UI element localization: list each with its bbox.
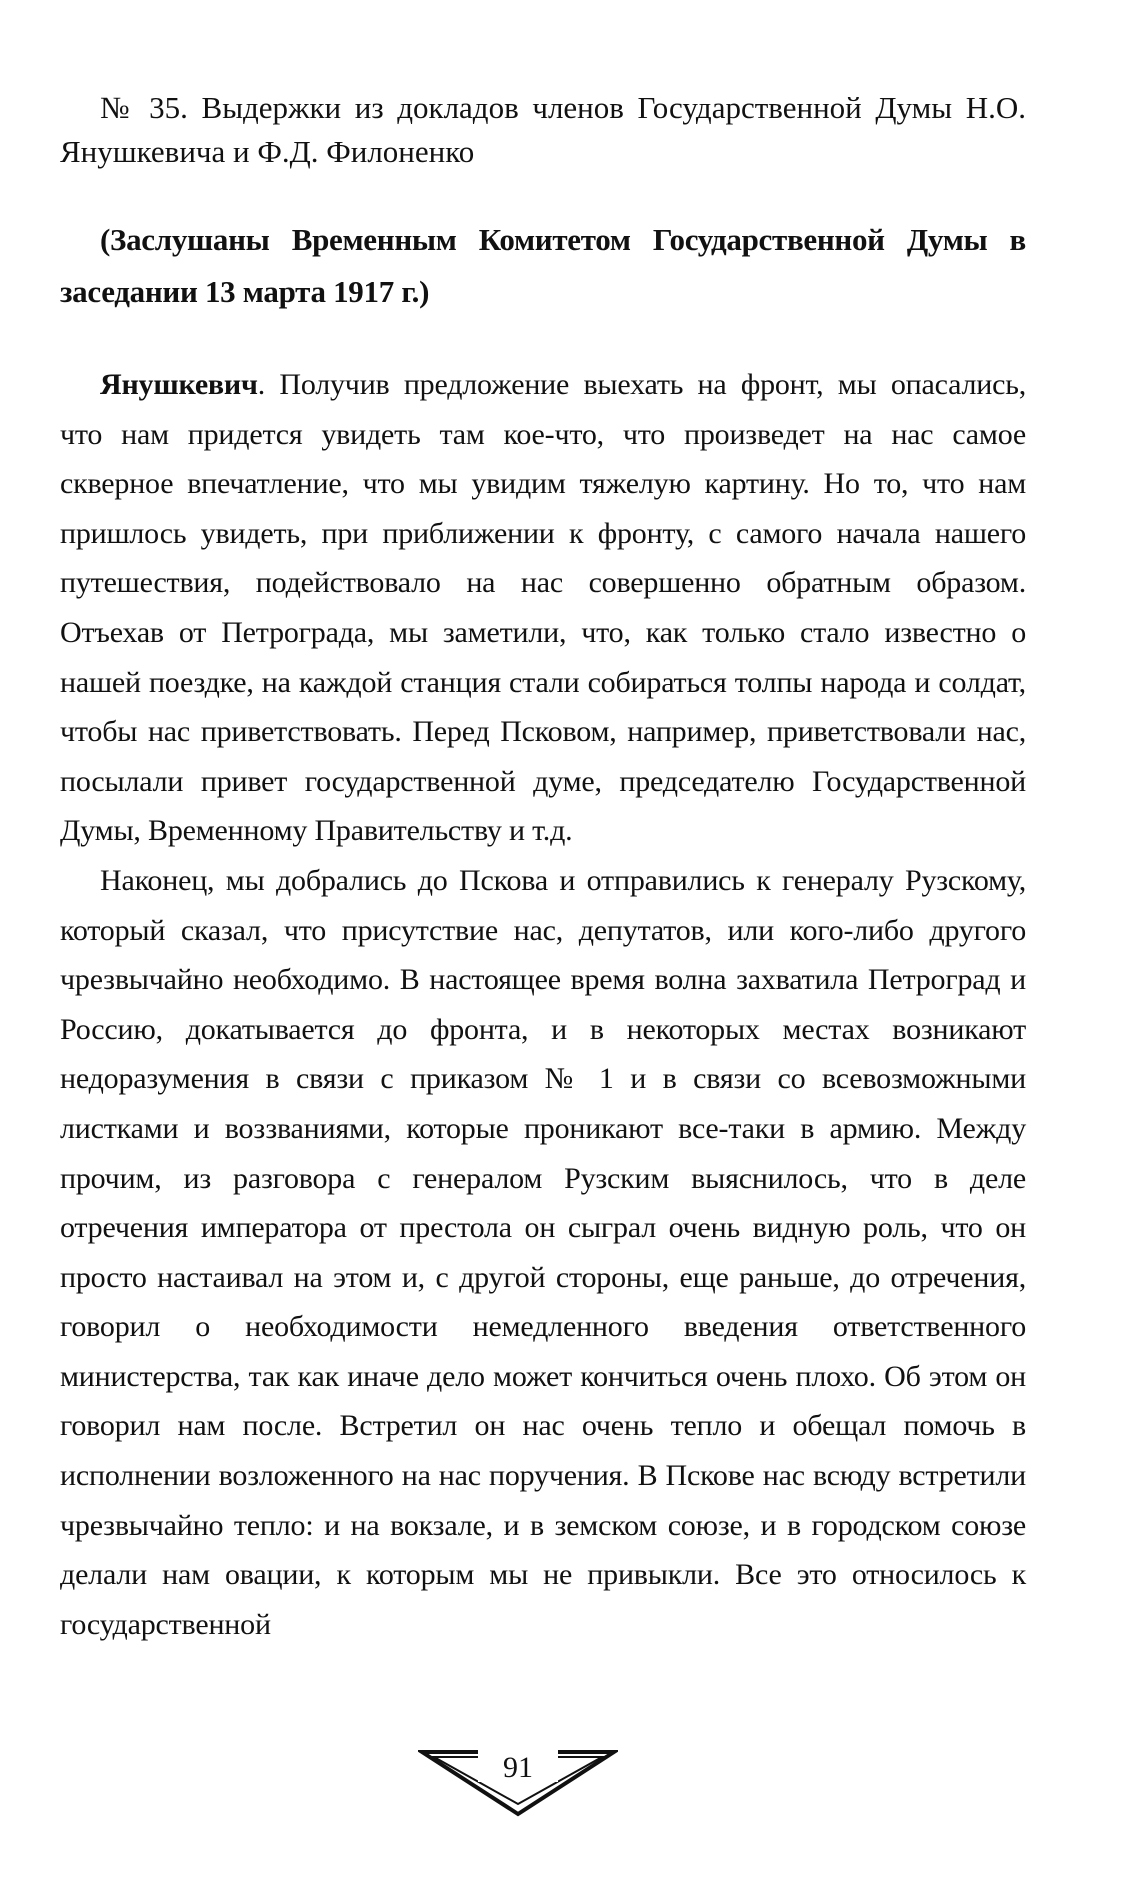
- document-subtitle: (Заслушаны Временным Комитетом Государственной Думы в заседании 13 марта 1917 г.): [60, 222, 1026, 309]
- paragraph: [60, 856, 1026, 1650]
- paragraph-text: . Получив предложение выехать на фронт, мы опасались, что нам придется увидеть там кое-что, что произведет на нас самое скверное впечатление, что мы увидим тяжелую картину. Но то, что нам пришлось увидеть, при приближении к фронту, с самого начала нашего путешествия, подействовало на нас совершенно обратным образом. Отъехав от Петрограда, мы заметили, что, как только стало известно о нашей поездке, на каждой станция стали собираться толпы народа и солдат, чтобы нас приветствовать. Перед Псковом, например, приветствовали нас, посылали привет государственной думе, председателю Государственной Думы, Временному Правительству и т.д.: [60, 368, 1026, 848]
- page-number: 91: [503, 1751, 533, 1784]
- paragraph-text: Наконец, мы добрались до Пскова и отправились к генералу Рузскому, который сказал, что присутствие нас, депутатов, или кого-либо другого чрезвычайно необходимо. В настоящее время волна захватила Петроград и Россию, докатывается до фронта, и в некоторых местах возникают недоразумения в связи с приказом № 1 и в связи со всевозможными листками и воззваниями, которые проникают все-таки в армию. Между прочим, из разговора с генералом Рузским выяснилось, что в деле отречения императора от престола он сыграл очень видную роль, что он просто настаивал на этом и, с другой стороны, еще раньше, до отречения, говорил о необходимости немедленного введения ответственного министерства, так как иначе дело может кончиться очень плохо. Об этом он говорил нам после. Встретил он нас очень тепло и обещал помочь в исполнении возложенного на нас поручения. В Пскове нас всюду встретили чрезвычайно тепло: и на вокзале, и в земском союзе, и в городском союзе делали нам овации, к которым мы не привыкли. Все это относилось к государственной: [60, 863, 1026, 1641]
- document-title: № 35. Выдержки из докладов членов Государственной Думы Н.О. Янушкевича и Ф.Д. Филоненко: [60, 90, 1026, 169]
- page-content: [60, 86, 1026, 1649]
- page-number-ornament: [418, 1748, 618, 1820]
- paragraph: [60, 360, 1026, 856]
- speaker-name: Янушкевич: [100, 368, 258, 401]
